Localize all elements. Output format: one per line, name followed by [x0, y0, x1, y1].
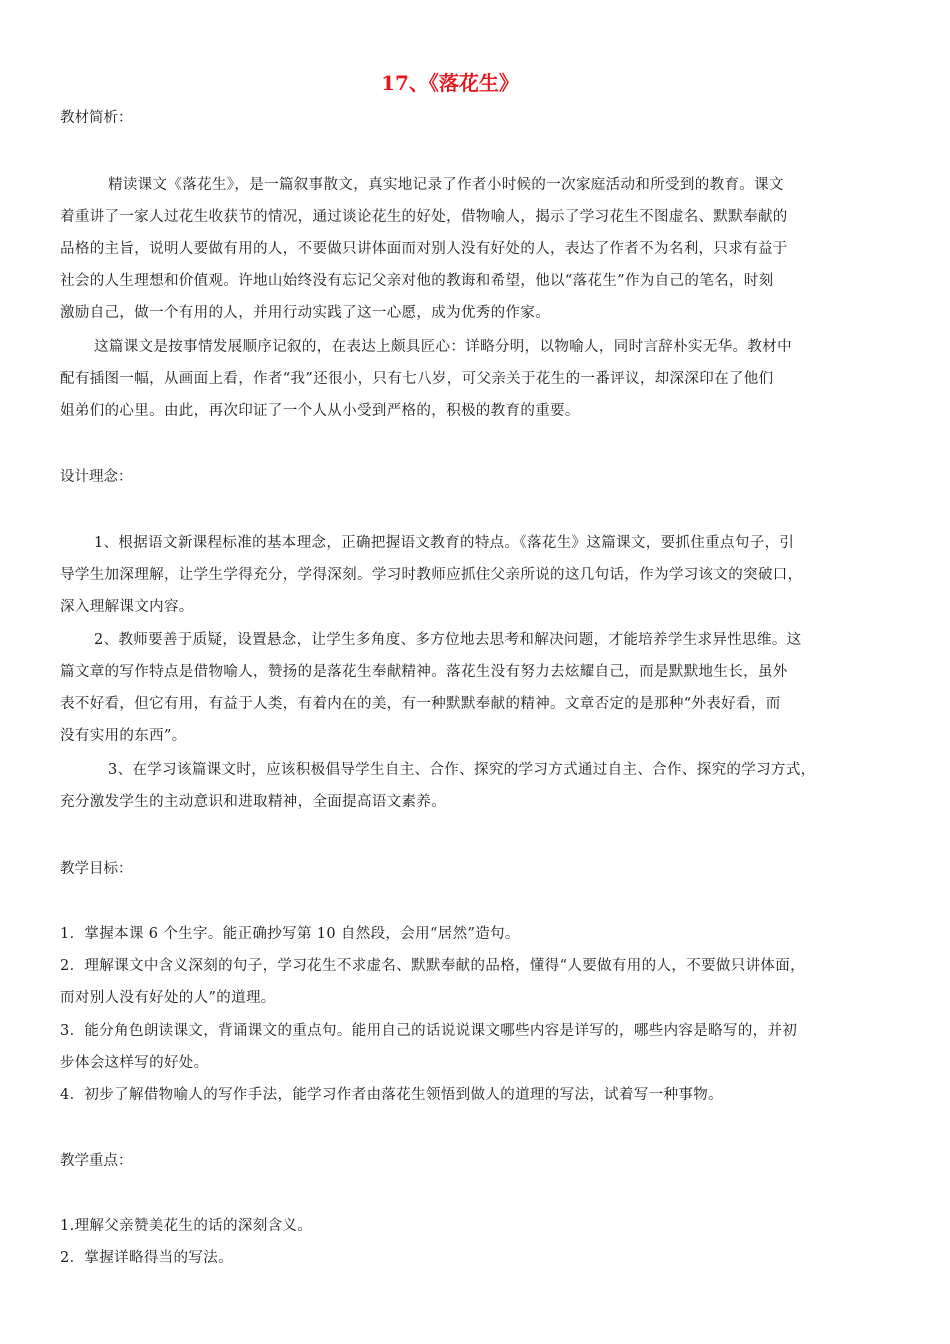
section-heading-keypoints: 教学重点： — [60, 1153, 133, 1169]
list-item: 2．掌握详略得当的写法。 — [60, 1250, 233, 1266]
section-heading-concept: 设计理念： — [60, 469, 133, 485]
paragraph-line: 导学生加深理解，让学生学得充分，学得深刻。学习时教师应抓住父亲所说的这几句话，作为学习该文的突破口， — [60, 567, 803, 583]
paragraph-line: 没有实用的东西”。 — [60, 728, 187, 744]
paragraph-line: 充分激发学生的主动意识和进取精神，全面提高语文素养。 — [60, 794, 447, 810]
list-item: 1.理解父亲赞美花生的话的深刻含义。 — [60, 1218, 313, 1234]
paragraph-line: 篇文章的写作特点是借物喻人，赞扬的是落花生奉献精神。落花生没有努力去炫耀自己，而是默默地生长，虽外 — [60, 664, 788, 680]
paragraph-line: 品格的主旨，说明人要做有用的人，不要做只讲体面而对别人没有好处的人，表达了作者不为名利，只求有益于 — [60, 241, 788, 257]
paragraph-line: 姐弟们的心里。由此，再次印证了一个人从小受到严格的，积极的教育的重要。 — [60, 403, 580, 419]
paragraph-line: 配有插图一幅，从画面上看，作者“我”还很小，只有七八岁，可父亲关于花生的一番评议，却深深印在了他们 — [60, 371, 774, 387]
list-item: 而对别人没有好处的人”的道理。 — [60, 990, 276, 1006]
paragraph-line: 社会的人生理想和价值观。许地山始终没有忘记父亲对他的教诲和希望，他以“落花生”作为自己的笔名，时刻 — [60, 273, 774, 289]
list-item: 3．能分角色朗读课文，背诵课文的重点句。能用自己的话说说课文哪些内容是详写的，哪些内容是略写的，并初 — [60, 1023, 798, 1039]
paragraph-line: 2、教师要善于质疑，设置悬念，让学生多角度、多方位地去思考和解决问题，才能培养学生求异性思维。这 — [94, 632, 802, 648]
paragraph-line: 精读课文《落花生》，是一篇叙事散文，真实地记录了作者小时候的一次家庭活动和所受到的教育。课文 — [108, 177, 784, 193]
paragraph-line: 1、根据语文新课程标准的基本理念，正确把握语文教育的特点。《落花生》这篇课文，要抓住重点句子，引 — [94, 535, 795, 551]
paragraph-line: 深入理解课文内容。 — [60, 599, 194, 615]
list-item: 4．初步了解借物喻人的写作手法，能学习作者由落花生领悟到做人的道理的写法，试着写一种事物。 — [60, 1087, 723, 1103]
list-item: 2．理解课文中含义深刻的句子，学习花生不求虚名、默默奉献的品格，懂得“人要做有用的人，不要做只讲体面， — [60, 958, 805, 974]
paragraph-line: 表不好看，但它有用，有益于人类，有着内在的美，有一种默默奉献的精神。文章否定的是那种“外表好看，而 — [60, 696, 781, 712]
list-item: 步体会这样写的好处。 — [60, 1055, 209, 1071]
paragraph-line: 着重讲了一家人过花生收获节的情况，通过谈论花生的好处，借物喻人，揭示了学习花生不图虚名、默默奉献的 — [60, 209, 788, 225]
list-item: 1．掌握本课 6 个生字。能正确抄写第 10 自然段，会用“居然”造句。 — [60, 926, 520, 942]
section-heading-goals: 教学目标： — [60, 861, 133, 877]
section-heading-analysis: 教材简析： — [60, 110, 133, 126]
page-title: 17、《落花生》 — [381, 71, 519, 95]
paragraph-line: 这篇课文是按事情发展顺序记叙的，在表达上颇具匠心：详略分明，以物喻人，同时言辞朴实无华。教材中 — [94, 339, 792, 355]
paragraph-line: 激励自己，做一个有用的人，并用行动实践了这一心愿，成为优秀的作家。 — [60, 305, 551, 321]
paragraph-line: 3、在学习该篇课文时，应该积极倡导学生自主、合作、探究的学习方式通过自主、合作、探究的学习方式， — [108, 762, 816, 778]
